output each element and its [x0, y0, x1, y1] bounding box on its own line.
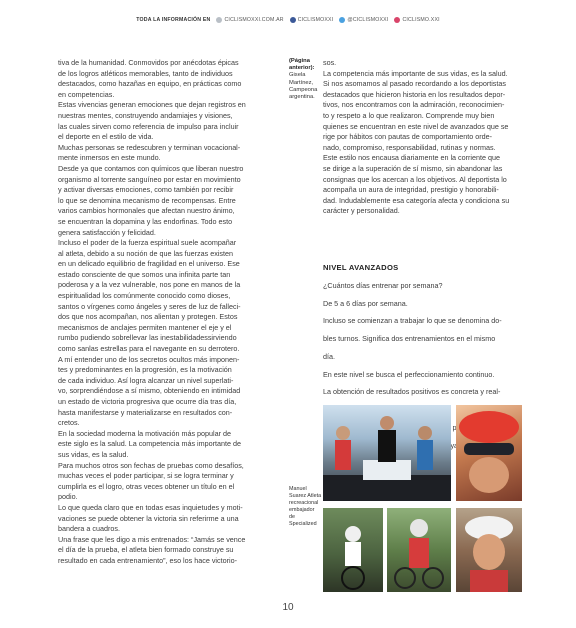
globe-icon — [216, 17, 222, 23]
body-column-left — [58, 58, 280, 567]
text-line: cretos. — [58, 418, 80, 428]
text-line: al atleta, debido a su noción de que las fuerzas existen — [58, 248, 234, 258]
text-line: podio. — [58, 492, 78, 502]
text-line: lo que se denomina mecanismo de recompensas. Entre — [58, 195, 236, 205]
social-header — [0, 13, 576, 27]
rider-figure — [387, 508, 451, 592]
text-line: Este estilo nos encausa diariamente en la corriente que — [323, 153, 500, 163]
text-line: La competencia más importante de sus vidas, es la salud. — [323, 68, 508, 78]
podium-figures — [323, 405, 451, 501]
text-line: el día de la prueba, el atleta bien formado construye su — [58, 545, 234, 555]
text-line: Incluso se comienzan a trabajar lo que se denomina do- — [323, 316, 502, 326]
text-line: rige por hábitos con pautas de comportamiento orde- — [323, 132, 493, 142]
text-line: tivos, nos encontramos con la admiración, reconocimien- — [323, 100, 505, 110]
text-line: poderosa y a la vez vulnerable, nos pone en manos de la — [58, 280, 241, 290]
text-line: día. — [323, 351, 335, 361]
text-line: espiritualidad los comúnmente conocido como dioses, — [58, 291, 231, 301]
text-line: Lo que queda claro que en todas esas inquietudes y moti- — [58, 502, 243, 512]
text-line: Estas vivencias generan emociones que dejan registros en — [58, 100, 246, 110]
text-line: mecanismos de anclajes permiten mantener el eje y el — [58, 322, 232, 332]
text-line: muchas veces el poder participar, si se logra terminar y — [58, 471, 234, 481]
body-column-right — [323, 58, 523, 217]
caption-line: Campeona argentina. — [289, 86, 318, 101]
text-line: sus vidas, es la salud. — [58, 449, 129, 459]
text-line: ¿Cuántos días entrenar por semana? — [323, 280, 443, 290]
text-line: destacados, como hazañas en equipo, en prácticas como — [58, 79, 242, 89]
text-line: sos. — [323, 58, 337, 67]
text-line: un estado de victoria progresiva que ocurre día tras día, — [58, 397, 237, 406]
text-line: de los logros atléticos memorables, tanto de individuos — [58, 68, 233, 78]
text-line: estado consciente de que somos una infinita parte tan — [58, 269, 231, 279]
text-line: Si nos asomamos al pasado recordando a los deportistas — [323, 79, 506, 89]
text-line: quienes se encuentran en este nivel de avanzados que se — [323, 121, 509, 131]
cyclist-closeup-photo — [456, 405, 522, 501]
text-line: Desde ya que contamos con químicos que liberan nuestro — [58, 163, 244, 173]
trail-figure — [323, 508, 383, 592]
text-line: el deporte en el estilo de vida. — [58, 132, 154, 142]
caption-photos — [289, 486, 323, 528]
cyclist-smile-photo — [456, 508, 522, 592]
text-line: Una frase que les digo a mis entrenados: “Jamás se vence — [58, 534, 246, 544]
text-line: vo, sorprendiéndose a sí mismo, obteniendo en intimidad — [58, 386, 241, 396]
text-line: carácter y personalidad. — [323, 206, 400, 216]
web-link[interactable]: CICLISMOXXI.COM.AR — [216, 17, 283, 23]
text-line: mente inmersos en este mundo. — [58, 153, 161, 163]
twitter-link[interactable]: @CICLISMOXXI — [339, 17, 388, 23]
text-line: bandera a cuadros. — [58, 524, 120, 534]
caption-title: (Página anterior): — [289, 58, 315, 72]
text-line: este siglo es la salud. La competencia más importante de — [58, 439, 241, 449]
text-line: y activar diversas emociones, como también por recibir — [58, 185, 234, 195]
text-line: Incluso el poder de la fuerza espiritual suele acompañar — [58, 238, 237, 248]
text-line: Para muchos otros son fechas de pruebas como desafíos, — [58, 460, 244, 470]
caption-line: recreacional embajador — [289, 500, 319, 513]
helmet-glasses — [456, 405, 522, 501]
text-line: rumbo pudiendo sobrellevar las inestabilidadessirviendo — [58, 333, 237, 343]
text-line: santos o vírgenes como ángeles y seres de luz de falleci- — [58, 301, 241, 311]
instagram-icon — [394, 17, 400, 23]
page-number: 10 — [282, 602, 294, 613]
text-line: cumplirla es el logro, otras veces obtener un título en el — [58, 481, 235, 491]
text-line: varios cambios hormonales que afectan nuestro ánimo, — [58, 206, 235, 216]
text-line: tiva de la humanidad. Conmovidos por anécdotas épicas — [58, 58, 239, 67]
text-line: acompaña un aura de integridad, prestigio y honorabili- — [323, 185, 499, 195]
facebook-icon — [290, 17, 296, 23]
text-line: bles turnos. Significa dos entrenamientos en el mismo — [323, 334, 496, 344]
text-line: nado, compromiso, responsabilidad, rutinas y normas. — [323, 142, 496, 152]
text-line: Muchas personas se redescubren y terminan vocacional- — [58, 142, 241, 152]
header-lead: TODA LA INFORMACIÓN EN — [136, 17, 211, 23]
podium-photo — [323, 405, 451, 501]
text-line: consignas que los acercan a los objetivos. Al deportista lo — [323, 174, 507, 184]
text-line: En este nivel se busca el perfeccionamiento continuo. — [323, 369, 495, 379]
text-line: De 5 a 6 días por semana. — [323, 298, 408, 308]
instagram-link[interactable]: CICLISMO.XXI — [394, 17, 439, 23]
text-line: tes y predominantes en la progresión, es la motivación — [58, 365, 232, 375]
section-heading: NIVEL AVANZADOS — [323, 263, 399, 272]
text-line: vaciones se puede obtener la victoria sin referirme a una — [58, 513, 239, 523]
text-line: como sanlas estrellas para el navegante en su derrotero. — [58, 344, 240, 354]
text-line: En la sociedad moderna la motivación más popular de — [58, 428, 231, 438]
twitter-icon — [339, 17, 345, 23]
text-line: resultado en cada entrenamiento”, eso los hace victorio- — [58, 555, 237, 565]
text-line: en un delicado equilibrio de fragilidad en el universo. Ese — [58, 259, 240, 269]
text-line: se encuentran la dopamina y las endorfinas. Todo esto — [58, 216, 233, 226]
text-line: nuestras mentes, construyendo andamiajes y visiones, — [58, 110, 233, 120]
text-line: las cuales sirven como referencia de impulso para incluir — [58, 121, 239, 131]
facebook-link[interactable]: CICLISMOXXI — [290, 17, 334, 23]
text-line: se dirige a la superación de sí mismo, sin abandonar las — [323, 163, 503, 173]
text-line: A mí entender uno de los secretos ocultos más imponen- — [58, 354, 240, 364]
text-line: organismo al torrente sanguíneo por estar en movimiento — [58, 174, 241, 184]
caption-previous-page — [289, 58, 321, 101]
rider-photo — [387, 508, 451, 592]
caption-line: Gisela Martínez, — [289, 72, 314, 86]
smile-figure — [456, 508, 522, 592]
text-line: dos que nos acompañan, nos alientan y protegen. Estos — [58, 312, 238, 322]
text-line: en competencias. — [58, 89, 115, 99]
text-line: hasta manifestarse y materializarse en resultados con- — [58, 407, 233, 417]
text-line: ya — [450, 440, 459, 450]
caption-line: Manuel Suarez Atleta — [289, 486, 322, 499]
text-line: dad. Indudablemente esa categoría afecta y condiciona su — [323, 195, 510, 205]
text-line: La obtención de resultados positivos es concreta y real- — [323, 387, 501, 397]
text-line: de cada individuo. Así logra alcanzar un nivel superlati- — [58, 375, 234, 385]
text-line: genera satisfacción y felicidad. — [58, 227, 156, 237]
caption-line: de Specialized — [289, 514, 317, 527]
text-line: to y respeto a lo que realizaron. Comprende muy bien — [323, 110, 495, 120]
trail-rider-photo — [323, 508, 383, 592]
text-line: destacados que hicieron historia en los resultados depor- — [323, 89, 506, 99]
